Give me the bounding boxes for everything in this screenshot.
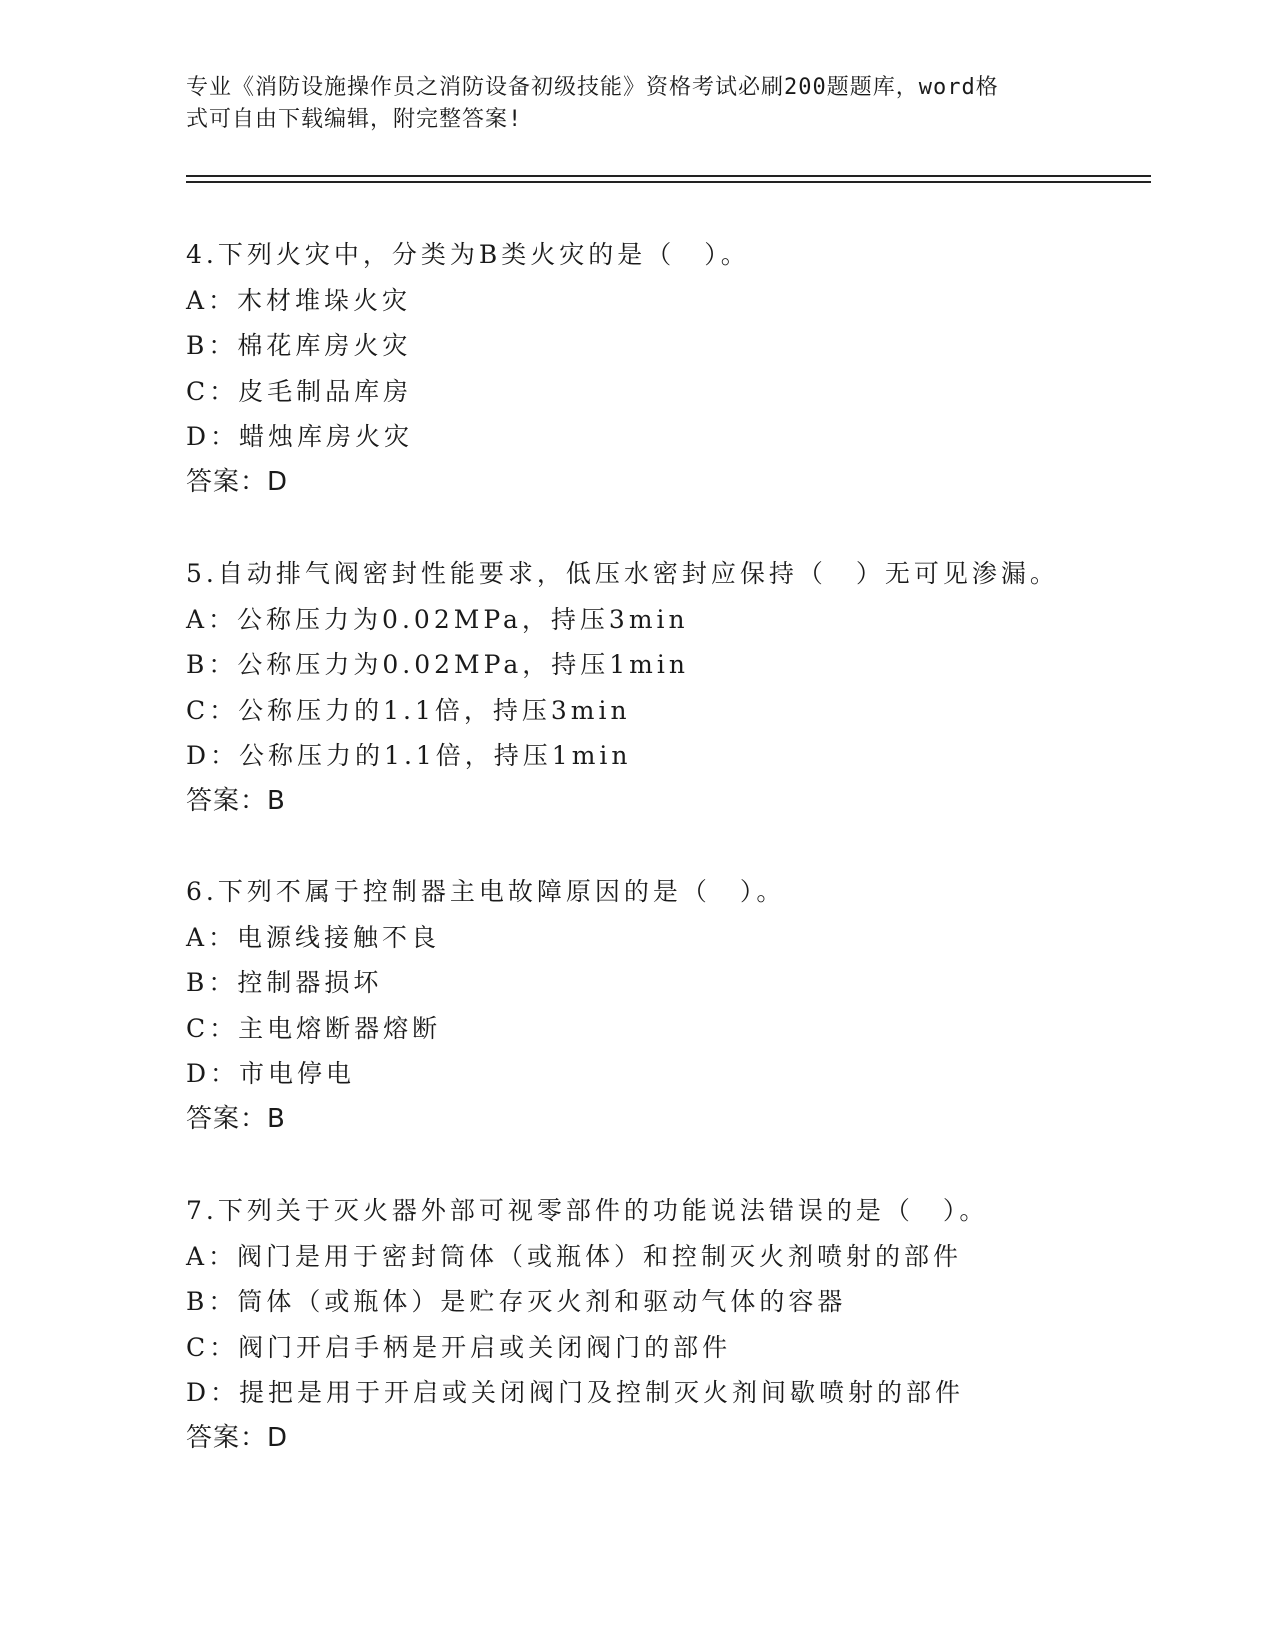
question-4 (186, 232, 1156, 505)
question-6 (186, 869, 1156, 1142)
option-a: A：电源线接触不良 (186, 922, 441, 952)
option-d: D：公称压力的1.1倍，持压1min (186, 741, 632, 770)
header-divider-bottom (186, 181, 1151, 183)
option-c: C：公称压力的1.1倍，持压3min (186, 695, 631, 725)
question-title: 5.自动排气阀密封性能要求，低压水密封应保持（ ）无可见渗漏。 (186, 559, 1059, 588)
answer: 答案：D (186, 466, 289, 497)
answer: 答案：B (186, 785, 286, 816)
header-divider-top (186, 175, 1151, 177)
option-b: B：棉花库房火灾 (186, 331, 412, 360)
document-header (186, 72, 1066, 136)
question-7 (186, 1188, 1156, 1461)
question-title: 4.下列火灾中，分类为B类火灾的是（ ）。 (186, 240, 750, 269)
option-b: B：公称压力为0.02MPa，持压1min (186, 650, 689, 679)
option-a: A：公称压力为0.02MPa，持压3min (186, 604, 689, 634)
question-title: 6.下列不属于控制器主电故障原因的是（ ）。 (186, 877, 786, 906)
option-d: D：提把是用于开启或关闭阀门及控制灭火剂间歇喷射的部件 (186, 1378, 965, 1407)
option-c: C：阀门开启手柄是开启或关闭阀门的部件 (186, 1332, 732, 1362)
option-b: B：控制器损坏 (186, 968, 383, 997)
question-5 (186, 551, 1156, 824)
option-c: C：皮毛制品库房 (186, 376, 413, 406)
option-a: A：木材堆垛火灾 (186, 285, 412, 315)
header-line-1: 专业《消防设施操作员之消防设备初级技能》资格考试必刷200题题库，word格 (186, 75, 999, 100)
option-b: B：筒体（或瓶体）是贮存灭火剂和驱动气体的容器 (186, 1287, 847, 1316)
question-title: 7.下列关于灭火器外部可视零部件的功能说法错误的是（ ）。 (186, 1196, 989, 1225)
option-a: A：阀门是用于密封筒体（或瓶体）和控制灭火剂喷射的部件 (186, 1241, 963, 1271)
option-c: C：主电熔断器熔断 (186, 1013, 442, 1043)
option-d: D：市电停电 (186, 1059, 356, 1088)
answer: 答案：D (186, 1422, 289, 1453)
answer: 答案：B (186, 1103, 286, 1134)
option-d: D：蜡烛库房火灾 (186, 422, 414, 451)
header-line-2: 式可自由下载编辑，附完整答案! (186, 107, 523, 132)
